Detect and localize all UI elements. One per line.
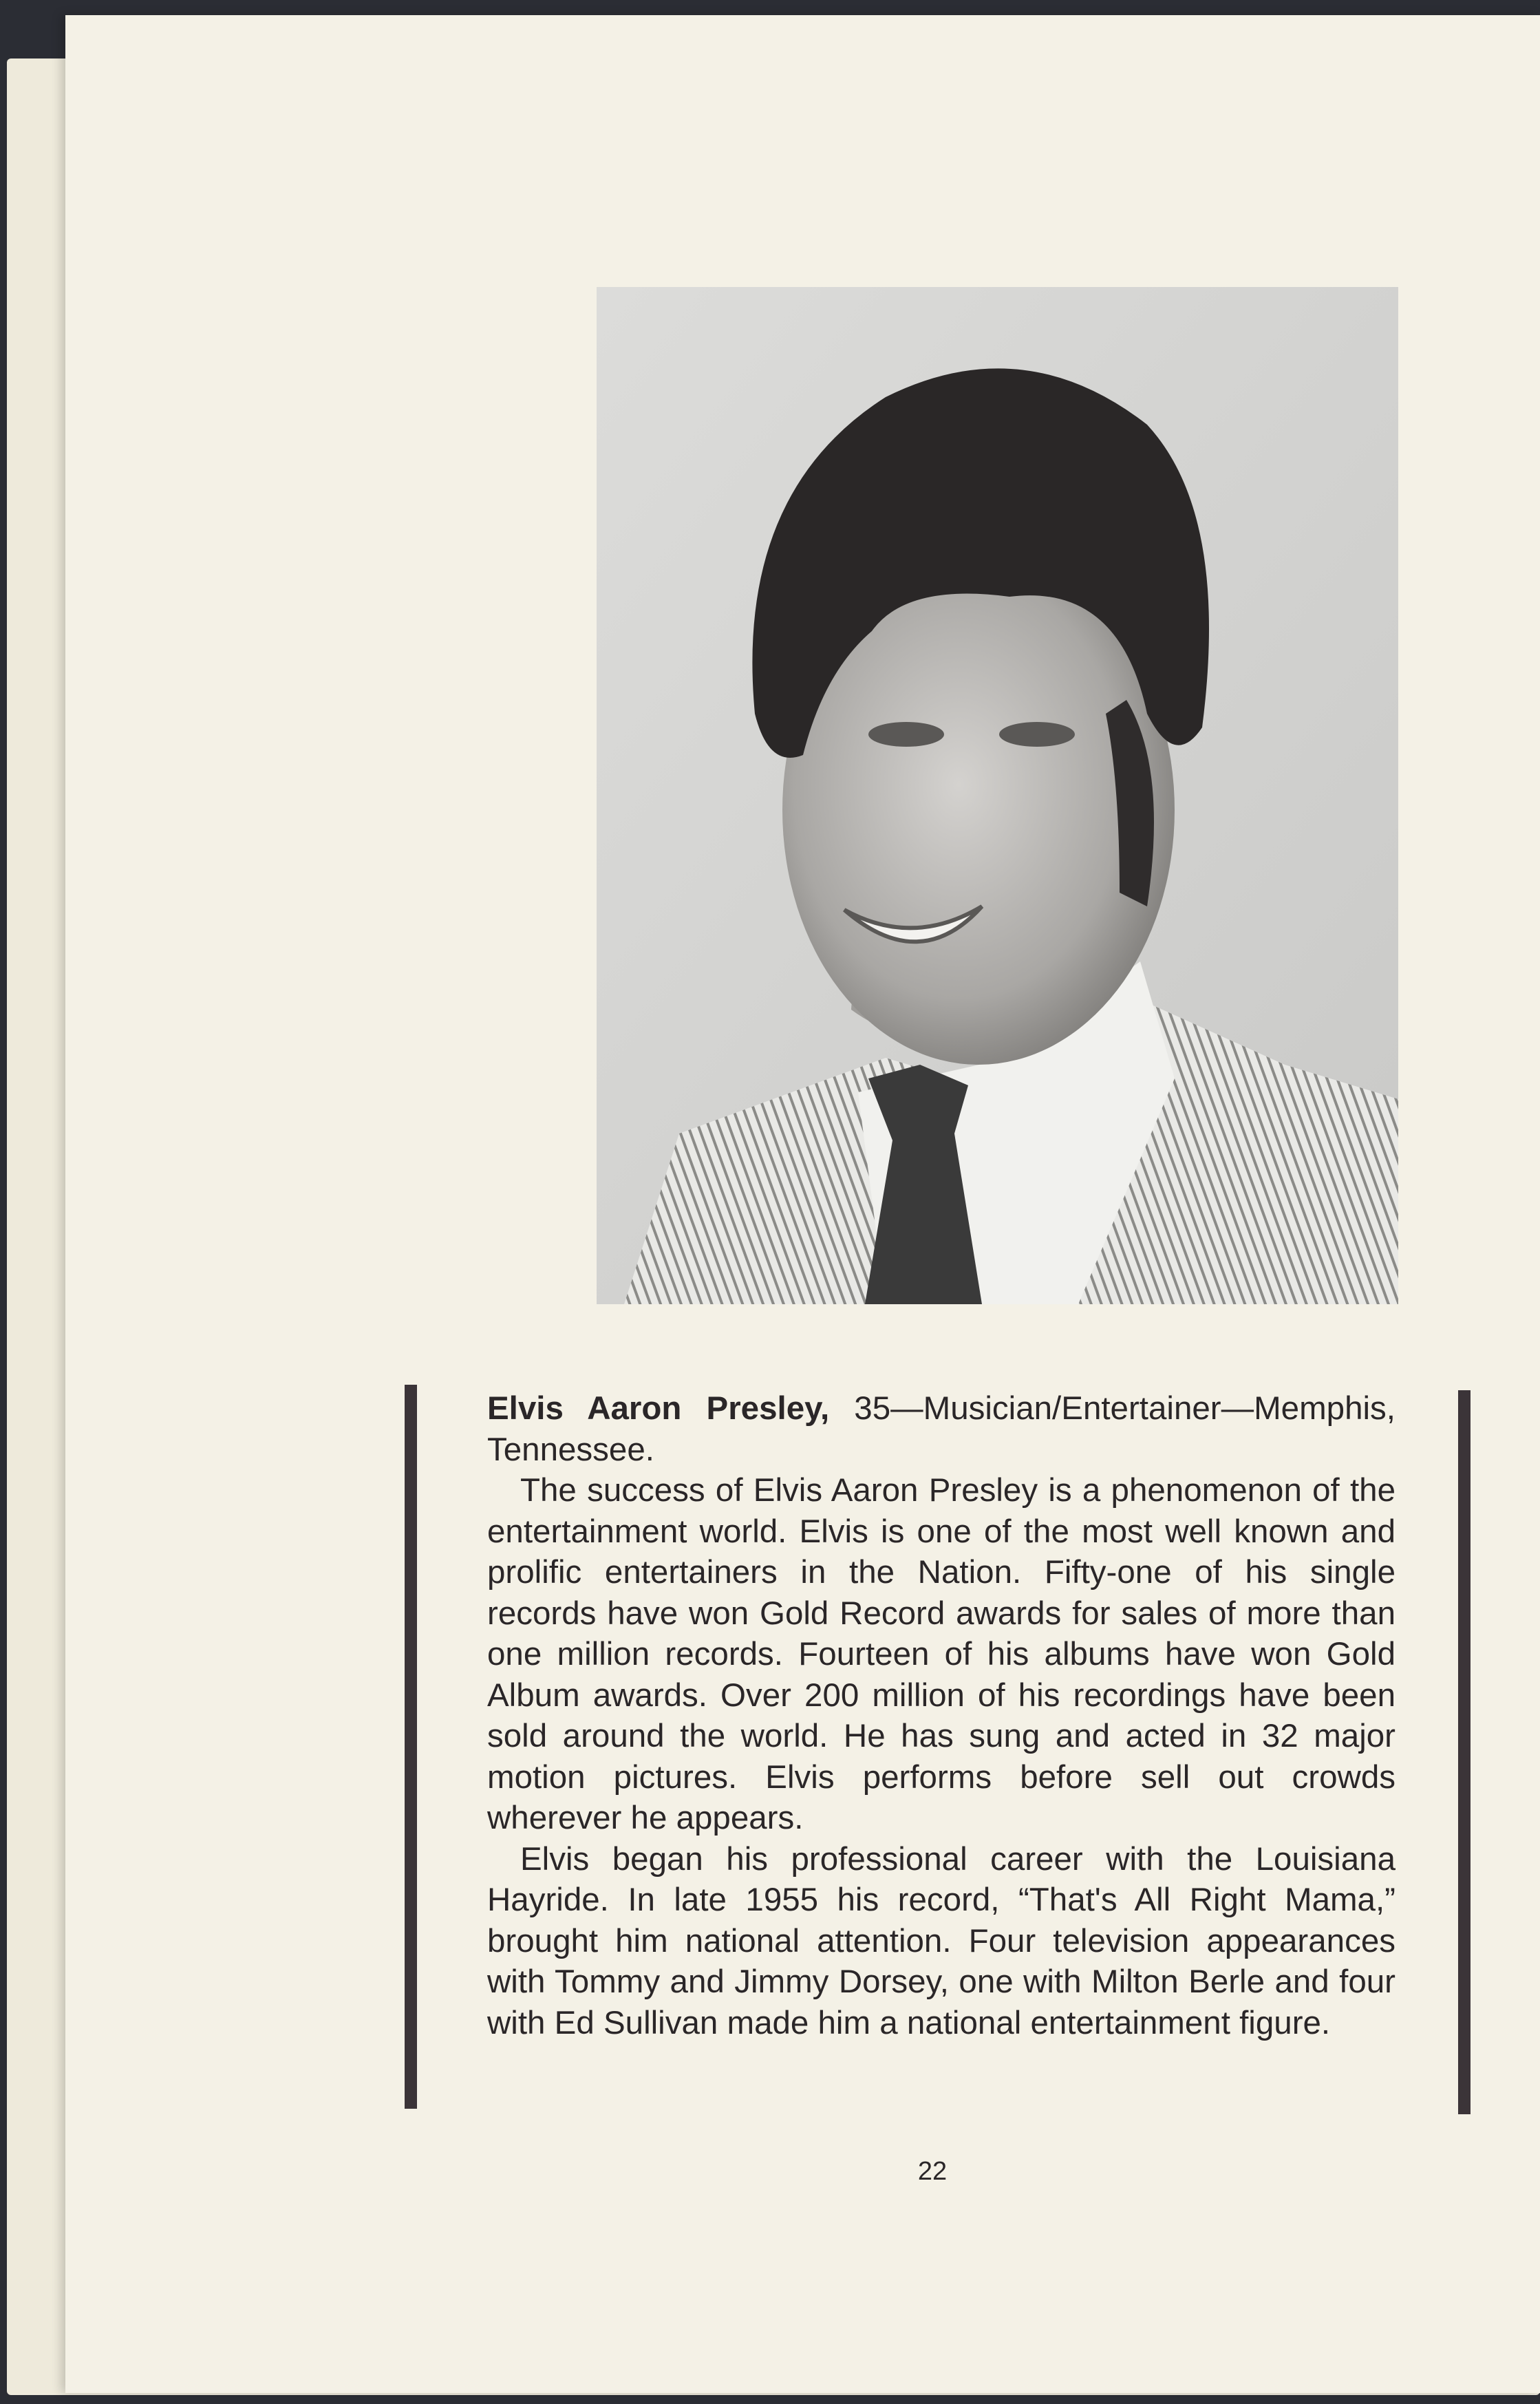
portrait-icon bbox=[597, 287, 1398, 1304]
right-border-rule bbox=[1458, 1390, 1471, 2114]
portrait-photo bbox=[597, 287, 1398, 1304]
page-number: 22 bbox=[917, 2157, 948, 2186]
bio-header bbox=[487, 1388, 1395, 1470]
person-name: Elvis Aaron Presley, bbox=[487, 1390, 830, 1427]
left-border-rule bbox=[405, 1385, 417, 2109]
bio-paragraph-1: The success of Elvis Aaron Presley is a phenomenon of the entertainment world. Elvis is one of the most well known and prolific entertainers in the Nation. Fifty-one of his single records have won Gold Record awards for sales of more than one million records. Fourteen of his albums have won Gold Album awards. Over 200 million of his recordings have been sold around the world. He has sung and acted in 32 major motion pictures. Elvis performs before sell out crowds wherever he appears. bbox=[487, 1472, 1395, 1836]
person-details: 35—Musician/Entertainer—Memphis, Tennessee. bbox=[487, 1390, 1395, 1468]
book-page bbox=[65, 15, 1540, 2393]
biography-text bbox=[487, 1388, 1395, 2043]
bio-paragraph-2: Elvis began his professional career with the Louisiana Hayride. In late 1955 his record, “That's All Right Mama,” brought him national attention. Four television appearances with Tommy and Jimmy Dorsey, one with Milton Berle and four with Ed Sullivan made him a national entertainment figure. bbox=[487, 1840, 1395, 2041]
